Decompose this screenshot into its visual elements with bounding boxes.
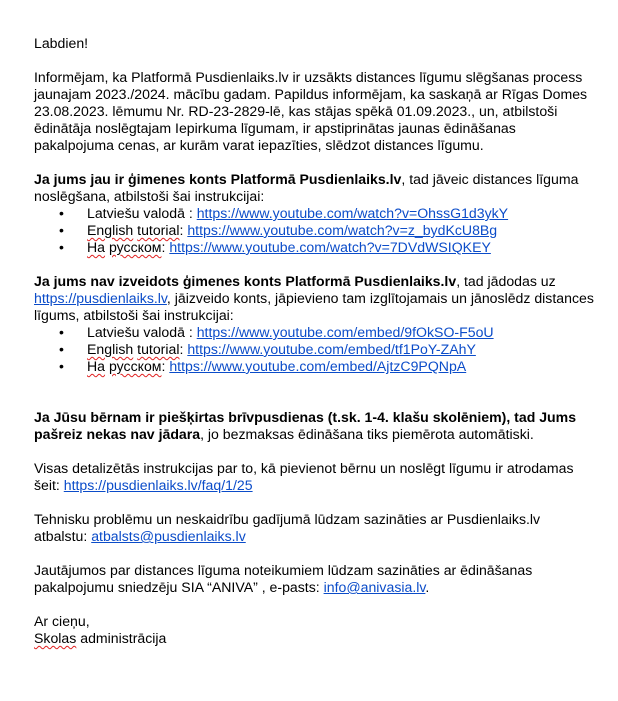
section-existing-text: , tad jāveic distances līguma noslēgšana, atbilstoši šai instrukcijai: [34,171,579,204]
link-label: English [87,341,134,357]
provider-email-link[interactable]: info@anivasia.lv [323,579,426,595]
list-item: • English tutorial: https://www.youtube.com/embed/tf1PoY-ZAhY [59,341,476,357]
list-item: • На русском: https://www.youtube.com/embed/AjtzC9PQNpA [59,358,467,374]
intro-paragraph: Informējam, ka Platformā Pusdienlaiks.lv ir uzsākts distances līgumu slēgšanas process jaunajam 2023./2024. mācību gadam. Papildus informējam, ka saskaņā ar Rīgas Domes 23.08.2023. lēmumu Nr. RD-23-2829-lē, kas stājas spēkā 01.09.2023., un, atbilstoši ēdinātāja noslēgtajam Iepirkuma līgumam, ir apstiprinātas jaunas ēdināšanas pakalpojuma cenas, ar kurām varat iepazīties, slēdzot distances līgumu. [34,69,588,153]
youtube-link-english[interactable]: https://www.youtube.com/watch?v=z_bydKcU8Bg [187,222,498,238]
section-existing-heading: Ja jums jau ir ģimenes konts Platformā Pusdienlaiks.lv [34,171,402,187]
list-item: • English tutorial: https://www.youtube.com/watch?v=z_bydKcU8Bg [59,222,498,238]
faq-paragraph: Visas detalizētās instrukcijas par to, kā pievienot bērnu un noslēgt līgumu ir atrodamas šeit: https://pusdienlaiks.lv/faq/1/25 [34,460,574,493]
list-item: • Latviešu valodā : https://www.youtube.com/embed/9fOkSO-F5oU [59,324,494,340]
link-label: English [87,222,134,238]
bullet-icon: • [59,324,64,340]
bullet-icon: • [59,358,64,374]
link-label: Latviešu valodā [87,205,185,221]
link-label: На [87,239,106,255]
youtube-link-latvian[interactable]: https://www.youtube.com/watch?v=OhssG1d3ykY [196,205,509,221]
pusdienlaiks-link[interactable]: https://pusdienlaiks.lv [34,290,167,306]
new-account-links [34,324,594,375]
youtube-embed-link-latvian[interactable]: https://www.youtube.com/embed/9fOkSO-F5oU [196,324,494,340]
existing-account-links [34,205,594,256]
list-item: • Latviešu valodā : https://www.youtube.com/watch?v=OhssG1d3ykY [59,205,509,221]
support-paragraph: Tehnisku problēmu un neskaidrību gadījumā lūdzam sazināties ar Pusdienlaiks.lv atbalstu: atbalsts@pusdienlaiks.lv [34,511,541,544]
list-item: • На русском: https://www.youtube.com/watch?v=7DVdWSIQKEY [59,239,491,255]
youtube-embed-link-russian[interactable]: https://www.youtube.com/embed/AjtzC9PQNpA [169,358,467,374]
section-new-account: Ja jums nav izveidots ģimenes konts Platformā Pusdienlaiks.lv, tad jādodas uz https://pusdienlaiks.lv, jāizveido konts, jāpievieno tam izglītojamais un jānoslēdz distances līgums, atbilstoši šai instrukcijai: [34,273,594,323]
bullet-icon: • [59,239,64,255]
signature: Skolas administrācija [34,630,167,646]
section-new-heading: Ja jums nav izveidots ģimenes konts Platformā Pusdienlaiks.lv [34,273,457,289]
youtube-embed-link-english[interactable]: https://www.youtube.com/embed/tf1PoY-ZAhY [187,341,476,357]
bullet-icon: • [59,205,64,221]
bullet-icon: • [59,341,64,357]
section-existing-account [34,171,594,205]
faq-link[interactable]: https://pusdienlaiks.lv/faq/1/25 [63,477,253,493]
closing: Ar cieņu, [34,613,90,629]
link-label: На [87,358,106,374]
bullet-icon: • [59,222,64,238]
support-email-link[interactable]: atbalsts@pusdienlaiks.lv [91,528,246,544]
link-label: Latviešu valodā [87,324,185,340]
free-lunch-heading: Ja Jūsu bērnam ir piešķirtas brīvpusdienas (t.sk. 1-4. klašu skolēniem), tad Jums pašreiz nekas nav jādara [34,409,577,442]
free-lunch-paragraph: Ja Jūsu bērnam ir piešķirtas brīvpusdienas (t.sk. 1-4. klašu skolēniem), tad Jums pašreiz nekas nav jādara, jo bezmaksas ēdināšana tiks piemērota automātiski. [34,409,577,442]
youtube-link-russian[interactable]: https://www.youtube.com/watch?v=7DVdWSIQKEY [169,239,491,255]
greeting: Labdien! [34,35,89,51]
provider-paragraph: Jautājumos par distances līguma noteikumiem lūdzam sazināties ar ēdināšanas pakalpojumu sniedzēju SIA “ANIVA” , e-pasts: info@anivasia.lv. [34,562,533,595]
